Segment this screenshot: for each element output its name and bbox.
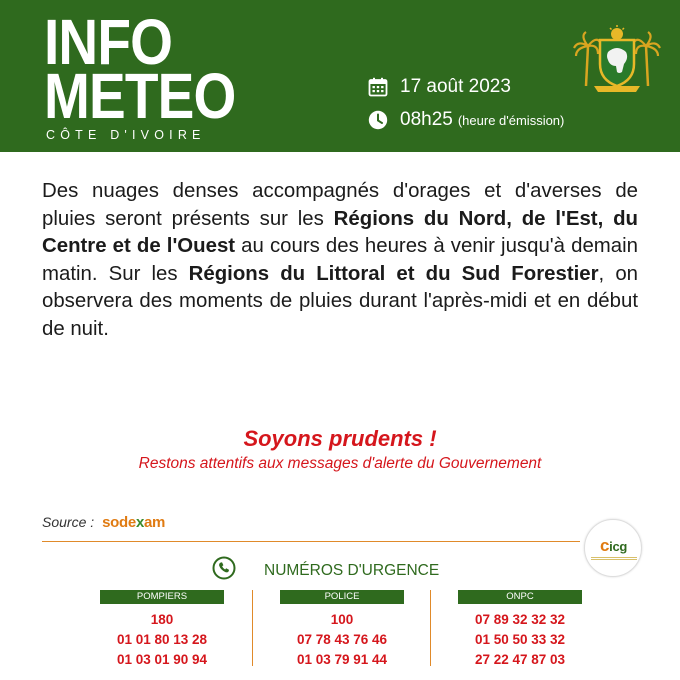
emergency-number: 180: [150, 612, 174, 627]
cicg-logo-text: [600, 536, 627, 556]
phone-icon: [212, 556, 236, 585]
slogan-main: Soyons prudents !: [243, 426, 437, 451]
column-label: POLICE: [280, 590, 404, 604]
slogan-sub: Restons attentifs aux messages d'alerte du Gouvernement: [138, 455, 542, 472]
forecast-text: [42, 178, 638, 344]
clock-icon: [368, 110, 388, 130]
forecast-regions-littoral-south: Régions du Littoral et du Sud Forestier: [188, 262, 599, 285]
column-label: POMPIERS: [100, 590, 224, 604]
forecast-regions-north-east-center-west: Régions du Nord, de l'Est, du Centre et de l'Ouest: [42, 207, 638, 258]
cicg-logo: [584, 519, 642, 577]
emergency-title: NUMÉROS D'URGENCE: [264, 561, 440, 579]
header-banner: [0, 0, 680, 152]
cicg-logo-subline: [591, 557, 637, 560]
emergency-number: 01 50 50 33 32: [474, 632, 566, 647]
column-separator: [252, 590, 253, 666]
time-note: (heure d'émission): [457, 112, 565, 128]
source-label: Source :: [42, 514, 95, 530]
sodexam-logo-x: x: [135, 514, 144, 531]
emergency-number: 01 01 80 13 28: [116, 632, 208, 647]
forecast-part-1: Des nuages denses accompagnés d'orages et d'averses de pluies seront présents sur les: [42, 180, 638, 230]
column-separator: [430, 590, 431, 666]
emergency-number: 27 22 47 87 03: [474, 652, 566, 667]
emergency-number: 100: [330, 612, 354, 627]
issue-date: [368, 76, 511, 98]
sodexam-logo-part1: sode: [102, 514, 136, 531]
column-label: ONPC: [458, 590, 582, 604]
time-text: 08h25: [400, 109, 453, 130]
issue-time: [368, 109, 564, 131]
country-subtitle: CÔTE D'IVOIRE: [46, 128, 206, 142]
emergency-column-onpc: [458, 590, 582, 670]
sodexam-logo: [102, 514, 165, 531]
emergency-number: 01 03 01 90 94: [116, 652, 208, 667]
cicg-logo-c: c: [600, 536, 610, 555]
date-text: 17 août 2023: [400, 76, 511, 97]
forecast-part-3: , on observera des moments de pluies durant l'après-midi et en début de nuit.: [42, 262, 638, 340]
emergency-header: [212, 556, 439, 585]
emergency-number: 07 78 43 76 46: [296, 632, 388, 647]
coat-of-arms-icon: [572, 24, 662, 96]
source-line: [42, 514, 165, 531]
title-meteo: METEO: [44, 60, 236, 132]
emergency-number: 01 03 79 91 44: [296, 652, 388, 667]
title-info: INFO: [44, 6, 173, 78]
emergency-column-pompiers: [100, 590, 224, 670]
calendar-icon: [368, 77, 388, 97]
forecast-part-2: au cours des heures à venir jusqu'à demain matin. Sur les: [42, 235, 638, 285]
cicg-logo-rest: icg: [609, 539, 628, 554]
sodexam-logo-part3: am: [144, 514, 166, 531]
emergency-column-police: [280, 590, 404, 670]
emergency-number: 07 89 32 32 32: [474, 612, 566, 627]
divider-line: [42, 541, 580, 542]
